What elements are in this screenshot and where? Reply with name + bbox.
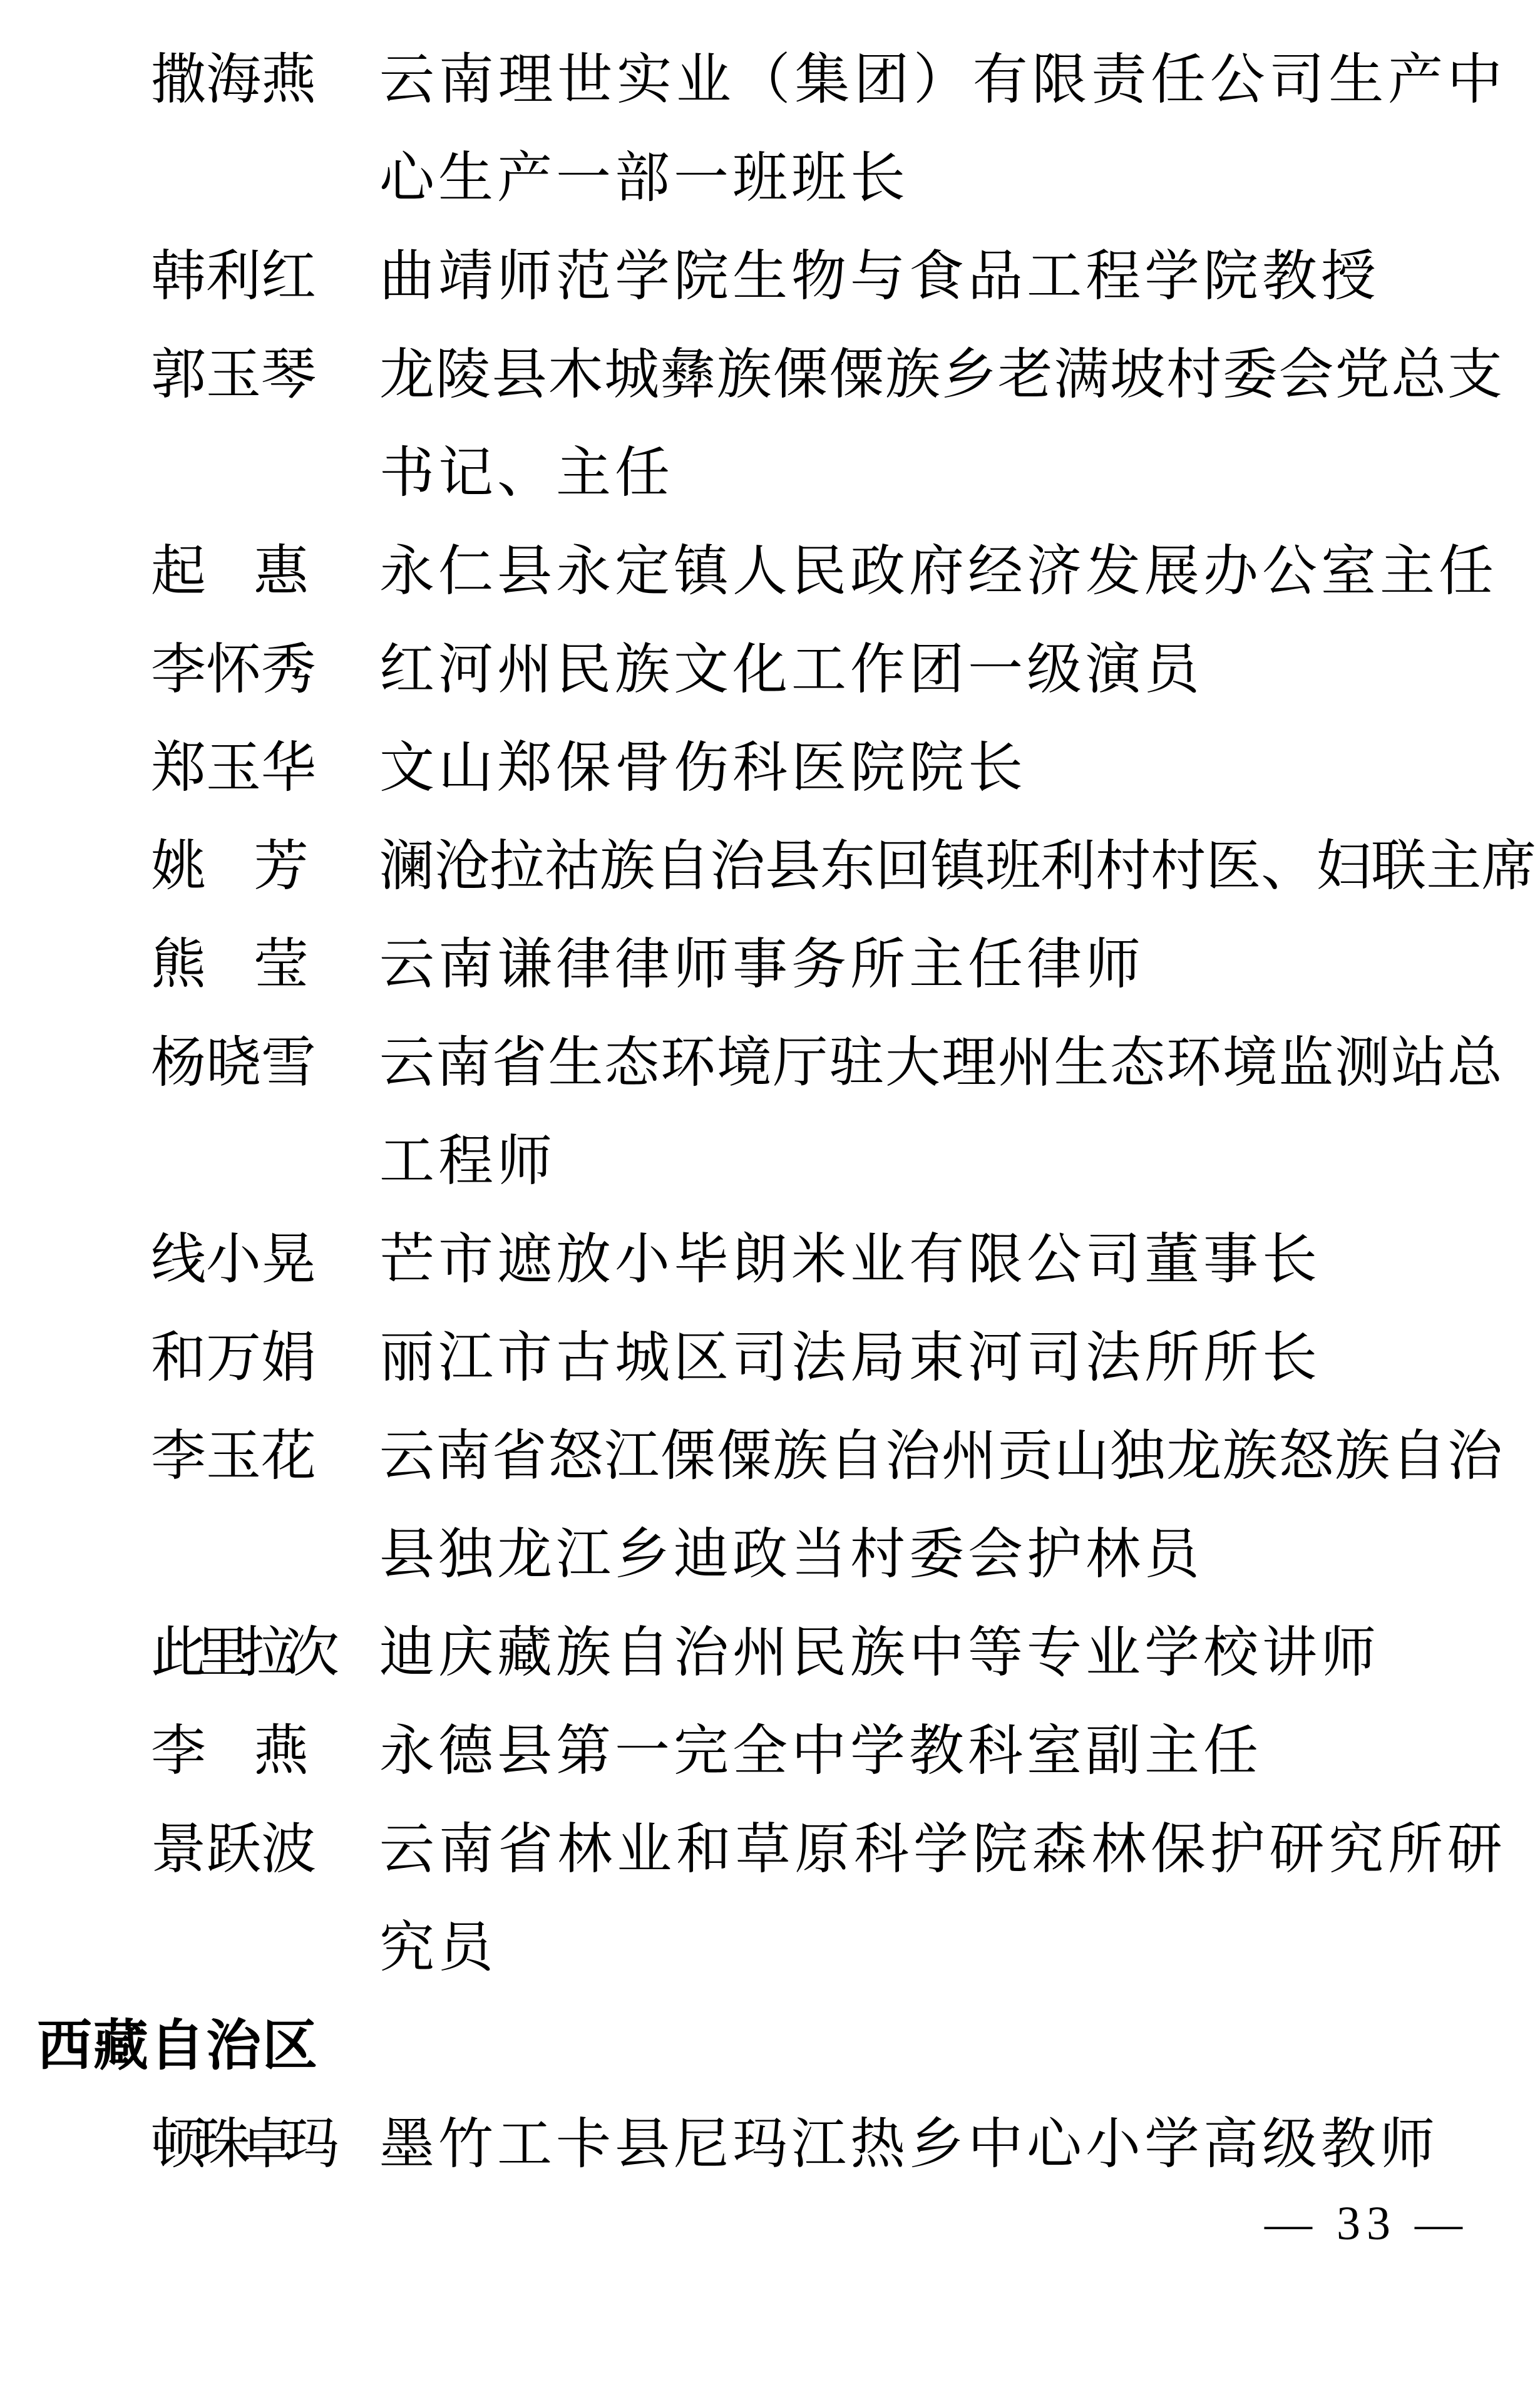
description-line: 书记、主任 bbox=[379, 443, 674, 504]
entry-row bbox=[0, 2090, 1540, 2189]
name-column bbox=[151, 321, 316, 419]
position-description bbox=[379, 1205, 1502, 1304]
name-column bbox=[151, 1697, 316, 1795]
person-name: 姚 芳 bbox=[151, 836, 309, 897]
position-description bbox=[379, 517, 1502, 616]
person-name: 李 怀 秀 bbox=[151, 639, 317, 701]
name-column bbox=[151, 222, 316, 321]
section-header: 西藏自治区 bbox=[37, 2014, 319, 2076]
name-column bbox=[151, 1402, 316, 1500]
position-description bbox=[379, 222, 1502, 321]
position-description bbox=[379, 714, 1502, 812]
entry-row bbox=[0, 1402, 1540, 1599]
position-description bbox=[379, 2090, 1502, 2189]
entry-row bbox=[0, 1205, 1540, 1304]
name-column bbox=[151, 714, 316, 812]
position-description bbox=[379, 1795, 1502, 1992]
position-description bbox=[379, 910, 1502, 1009]
position-description bbox=[379, 26, 1502, 222]
description-line: 云 南 省 生 态 环 境 厅 驻 大 理 州 生 态 环 境 监 测 站 总 bbox=[379, 1033, 1502, 1094]
person-name: 景 跃 波 bbox=[151, 1819, 317, 1880]
entry-row bbox=[0, 1304, 1540, 1402]
description-line: 工程师 bbox=[379, 1131, 557, 1192]
person-name: 顿珠卓玛 bbox=[151, 2114, 329, 2175]
description-line: 永仁县永定镇人民政府经济发展办公室主任 bbox=[379, 541, 1498, 602]
honoree-list bbox=[0, 26, 1540, 2189]
entry-row bbox=[0, 321, 1540, 517]
name-column bbox=[151, 1205, 316, 1304]
name-column bbox=[151, 1795, 316, 1894]
description-line: 曲靖师范学院生物与食品工程学院教授 bbox=[379, 246, 1380, 307]
description-line: 县独龙江乡迪政当村委会护林员 bbox=[379, 1524, 1204, 1585]
person-name: 李 玉 花 bbox=[151, 1426, 317, 1487]
entry-row bbox=[0, 714, 1540, 812]
person-name: 起 惠 bbox=[151, 541, 309, 602]
description-line: 丽江市古城区司法局束河司法所所长 bbox=[379, 1328, 1322, 1389]
name-column bbox=[151, 812, 316, 910]
description-line: 龙 陵 县 木 城 彝 族 傈 僳 族 乡 老 满 坡 村 委 会 党 总 支 bbox=[379, 344, 1502, 406]
position-description bbox=[379, 1599, 1502, 1697]
description-line: 芒市遮放小毕朗米业有限公司董事长 bbox=[379, 1229, 1322, 1291]
page-number: — 33 — bbox=[1265, 2197, 1469, 2250]
entry-row bbox=[0, 222, 1540, 321]
description-line: 究员 bbox=[379, 1917, 498, 1979]
position-description bbox=[379, 1402, 1502, 1599]
position-description bbox=[379, 616, 1502, 714]
description-line: 红河州民族文化工作团一级演员 bbox=[379, 639, 1204, 701]
name-column bbox=[151, 910, 316, 1009]
description-line: 墨竹工卡县尼玛江热乡中心小学高级教师 bbox=[379, 2114, 1439, 2175]
entry-row bbox=[0, 517, 1540, 616]
person-name: 杨 晓 雪 bbox=[151, 1033, 317, 1094]
name-column bbox=[151, 2090, 329, 2189]
position-description bbox=[379, 1304, 1502, 1402]
person-name: 此里拉次 bbox=[151, 1622, 329, 1684]
name-column bbox=[151, 26, 316, 124]
entry-row bbox=[0, 1795, 1540, 1992]
name-column bbox=[151, 1599, 329, 1697]
entry-row bbox=[0, 812, 1540, 910]
position-description bbox=[379, 1009, 1502, 1205]
person-name: 韩 利 红 bbox=[151, 246, 317, 307]
name-column bbox=[151, 616, 316, 714]
person-name: 和 万 娟 bbox=[151, 1328, 317, 1389]
entry-row bbox=[0, 616, 1540, 714]
name-column bbox=[151, 1304, 316, 1402]
description-line: 云 南 省 怒 江 傈 僳 族 自 治 州 贡 山 独 龙 族 怒 族 自 治 bbox=[379, 1426, 1502, 1487]
description-line: 文山郑保骨伤科医院院长 bbox=[379, 738, 1027, 799]
person-name: 郑 玉 华 bbox=[151, 738, 317, 799]
name-column bbox=[151, 1009, 316, 1107]
entry-row bbox=[0, 26, 1540, 222]
entry-row bbox=[0, 910, 1540, 1009]
description-line: 云 南 省 林 业 和 草 原 科 学 院 森 林 保 护 研 究 所 研 bbox=[379, 1819, 1502, 1880]
position-description bbox=[379, 812, 1537, 910]
entry-row bbox=[0, 1009, 1540, 1205]
person-name: 熊 莹 bbox=[151, 934, 309, 996]
entry-row bbox=[0, 1697, 1540, 1795]
description-line: 澜 沧 拉 祜 族 自 治 县 东 回 镇 班 利 村 村 医 、 妇 联 主 席 bbox=[379, 836, 1537, 897]
person-name: 撒 海 燕 bbox=[151, 49, 317, 111]
description-line: 迪庆藏族自治州民族中等专业学校讲师 bbox=[379, 1622, 1380, 1684]
description-line: 心生产一部一班班长 bbox=[379, 148, 910, 209]
entry-row bbox=[0, 1599, 1540, 1697]
person-name: 线 小 晃 bbox=[151, 1229, 317, 1291]
person-name: 李 燕 bbox=[151, 1721, 309, 1782]
description-line: 云 南 理 世 实 业 （ 集 团 ） 有 限 责 任 公 司 生 产 中 bbox=[379, 49, 1502, 111]
description-line: 永德县第一完全中学教科室副主任 bbox=[379, 1721, 1263, 1782]
person-name: 郭 玉 琴 bbox=[151, 344, 317, 406]
position-description bbox=[379, 321, 1502, 517]
name-column bbox=[151, 517, 316, 616]
description-line: 云南谦律律师事务所主任律师 bbox=[379, 934, 1145, 996]
position-description bbox=[379, 1697, 1502, 1795]
